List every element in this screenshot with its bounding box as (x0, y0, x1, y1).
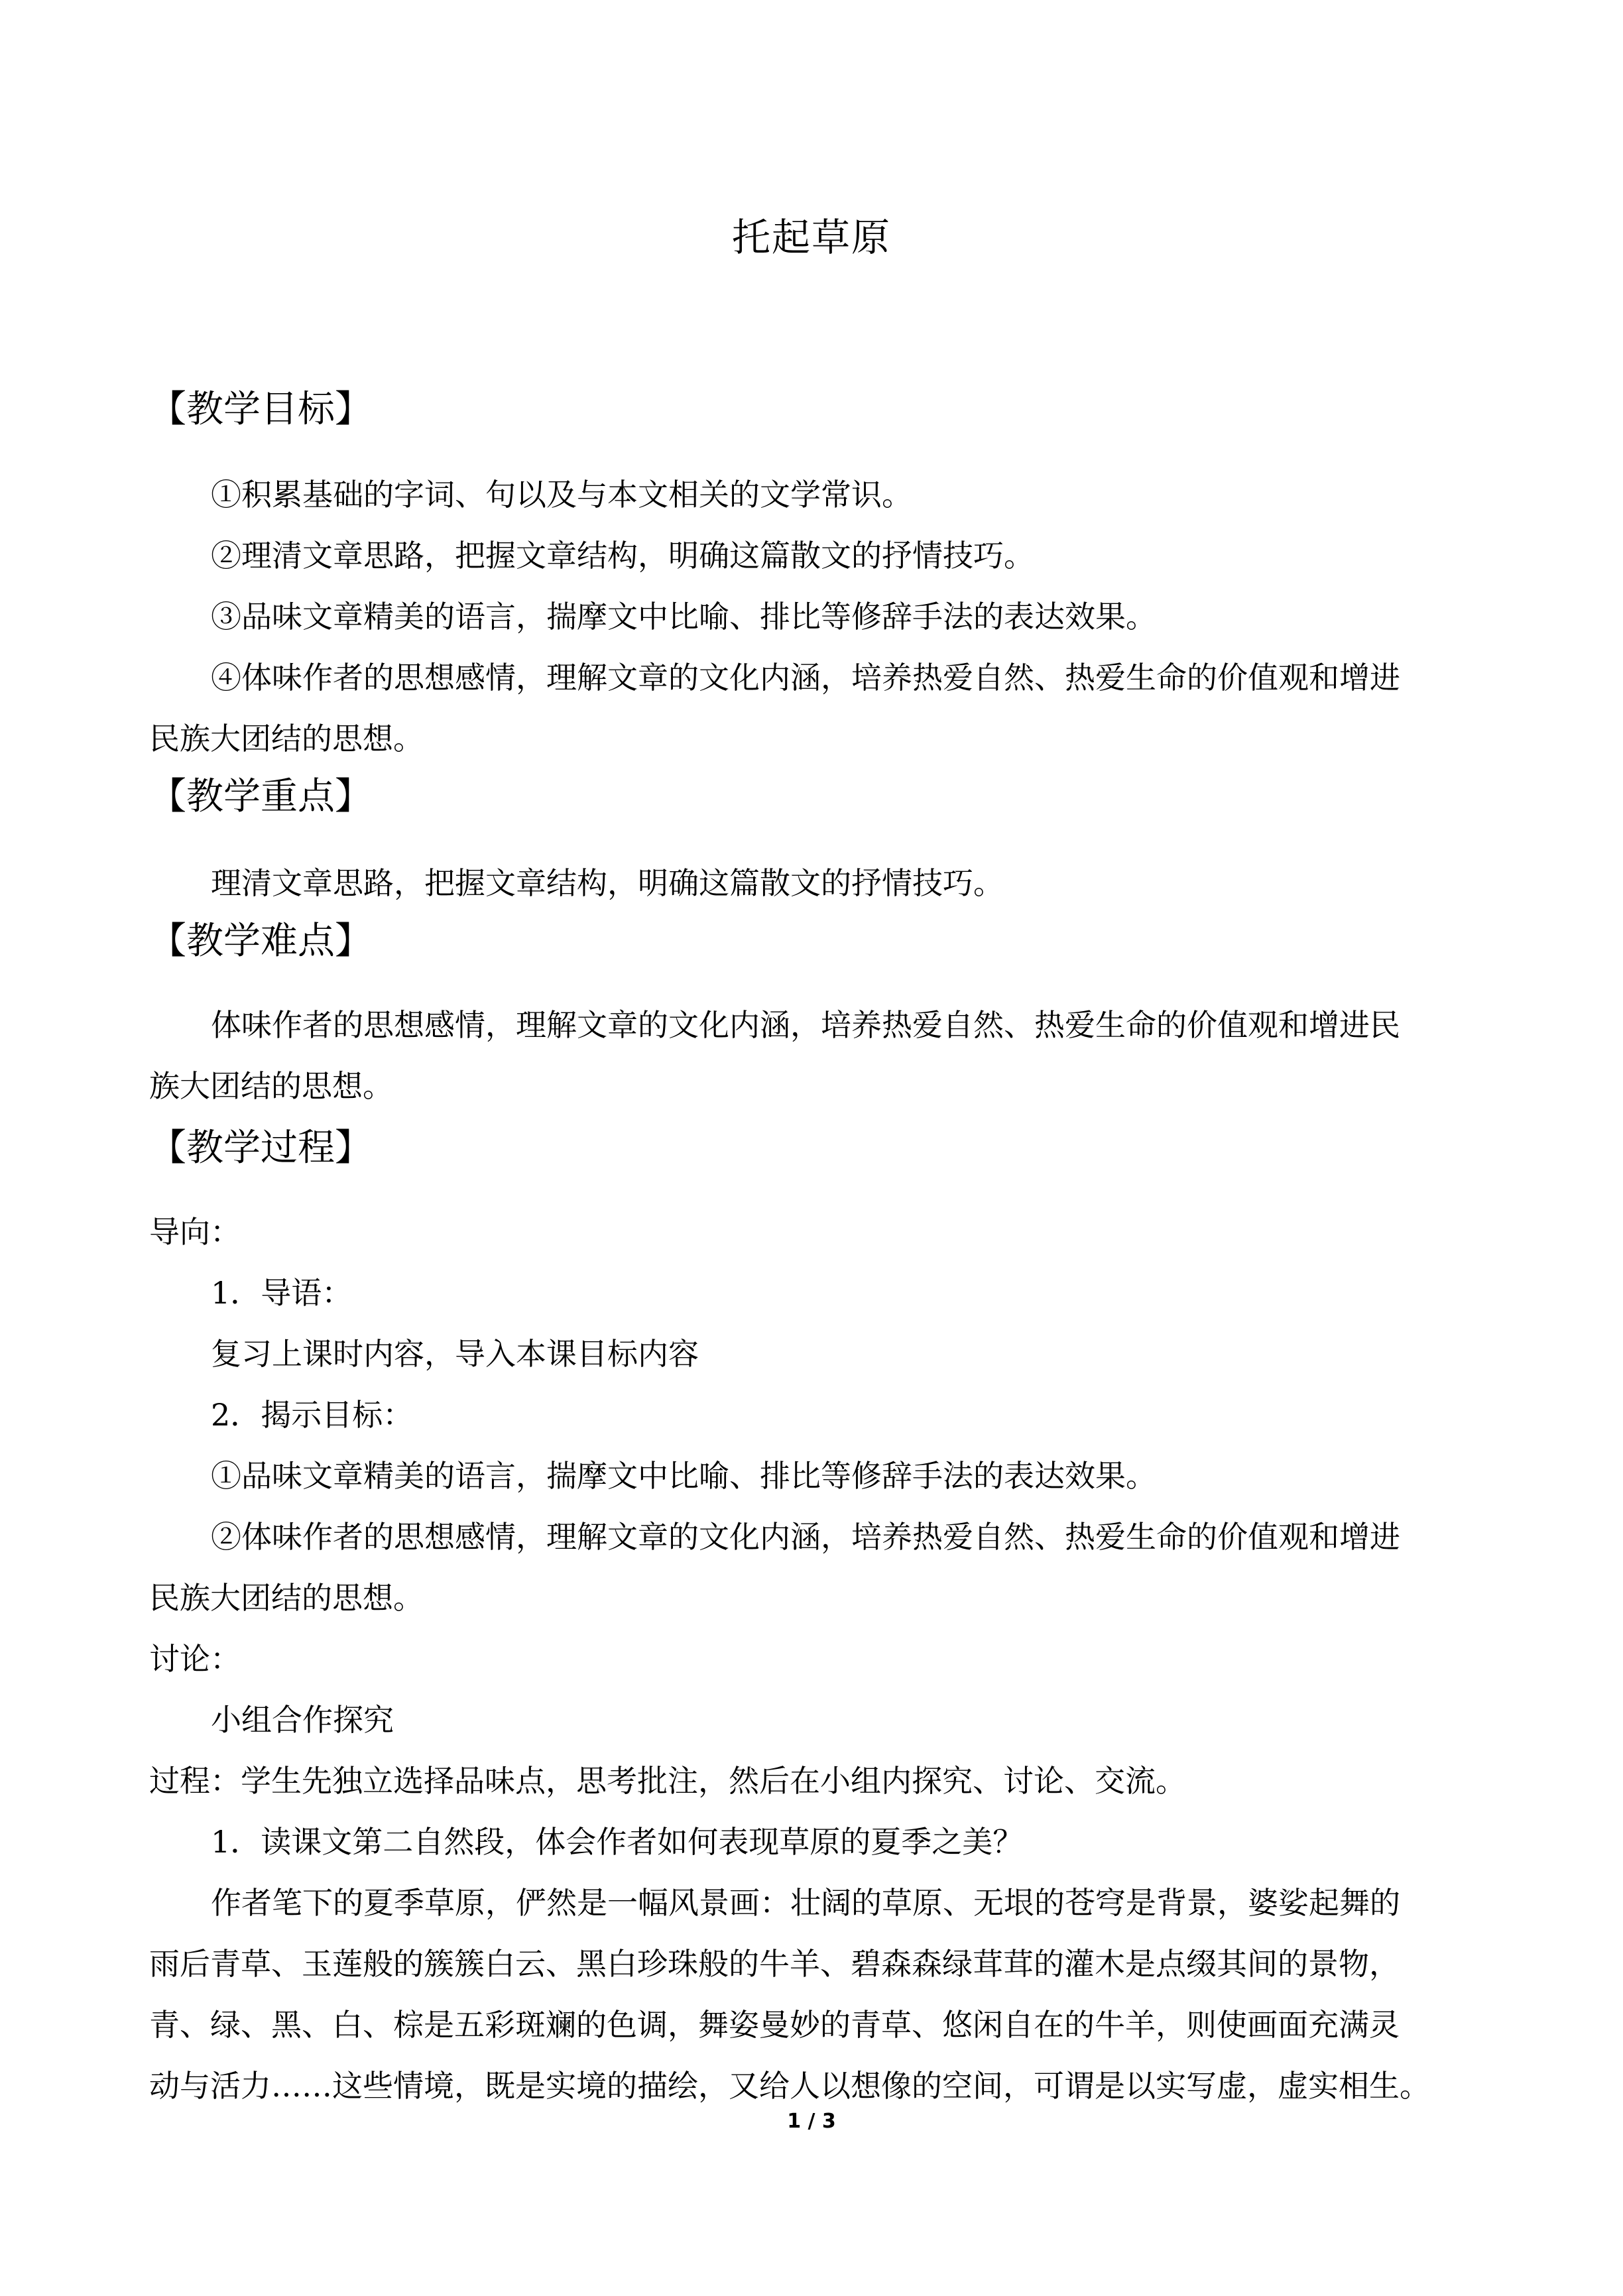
answer-line: 动与活力……这些情境，既是实境的描绘，又给人以想像的空间，可谓是以实写虚，虚实相生。 (149, 2068, 1430, 2104)
step-intro-label: 1．导语： (211, 1275, 353, 1311)
answer-line: 雨后青草、玉莲般的簇簇白云、黑白珍珠般的牛羊、碧森森绿茸茸的灌木是点缀其间的景物， (149, 1946, 1400, 1982)
question-1: 1．读课文第二自然段，体会作者如何表现草原的夏季之美？ (211, 1824, 1024, 1860)
answer-line: 青、绿、黑、白、棕是五彩斑斓的色调，舞姿曼妙的青草、悠闲自在的牛羊，则使画面充满灵 (149, 2007, 1400, 2043)
guide-label: 导向： (149, 1214, 241, 1250)
step-intro-text: 复习上课时内容，导入本课目标内容 (211, 1336, 699, 1372)
heading-process: 【教学过程】 (149, 1126, 372, 1170)
step-goals-label: 2．揭示目标： (211, 1397, 414, 1433)
objective-item-continuation: 民族大团结的思想。 (149, 721, 424, 756)
heading-difficulties: 【教学难点】 (149, 920, 372, 963)
difficulties-line: 族大团结的思想。 (149, 1068, 393, 1104)
goal-item: ①品味文章精美的语言，揣摩文中比喻、排比等修辞手法的表达效果。 (211, 1458, 1156, 1494)
discussion-label: 讨论： (149, 1641, 241, 1677)
goal-item-continuation: 民族大团结的思想。 (149, 1580, 424, 1616)
page-number: 1 / 3 (787, 2110, 836, 2133)
heading-objectives: 【教学目标】 (149, 388, 372, 431)
key-points-text: 理清文章思路，把握文章结构，明确这篇散文的抒情技巧。 (211, 865, 1004, 901)
difficulties-line: 体味作者的思想感情，理解文章的文化内涵，培养热爱自然、热爱生命的价值观和增进民 (211, 1007, 1400, 1043)
procedure-text: 过程：学生先独立选择品味点，思考批注，然后在小组内探究、讨论、交流。 (149, 1763, 1186, 1799)
objective-item: ④体味作者的思想感情，理解文章的文化内涵，培养热爱自然、热爱生命的价值观和增进 (211, 660, 1400, 695)
goal-item: ②体味作者的思想感情，理解文章的文化内涵，培养热爱自然、热爱生命的价值观和增进 (211, 1519, 1400, 1555)
objective-item: ③品味文章精美的语言，揣摩文中比喻、排比等修辞手法的表达效果。 (211, 599, 1156, 634)
heading-key-points: 【教学重点】 (149, 775, 372, 818)
document-title: 托起草原 (731, 215, 891, 260)
objective-item: ①积累基础的字词、句以及与本文相关的文学常识。 (211, 477, 912, 513)
answer-line: 作者笔下的夏季草原，俨然是一幅风景画：壮阔的草原、无垠的苍穹是背景，婆娑起舞的 (211, 1885, 1400, 1921)
discussion-text: 小组合作探究 (211, 1702, 394, 1738)
objective-item: ②理清文章思路，把握文章结构，明确这篇散文的抒情技巧。 (211, 538, 1034, 574)
